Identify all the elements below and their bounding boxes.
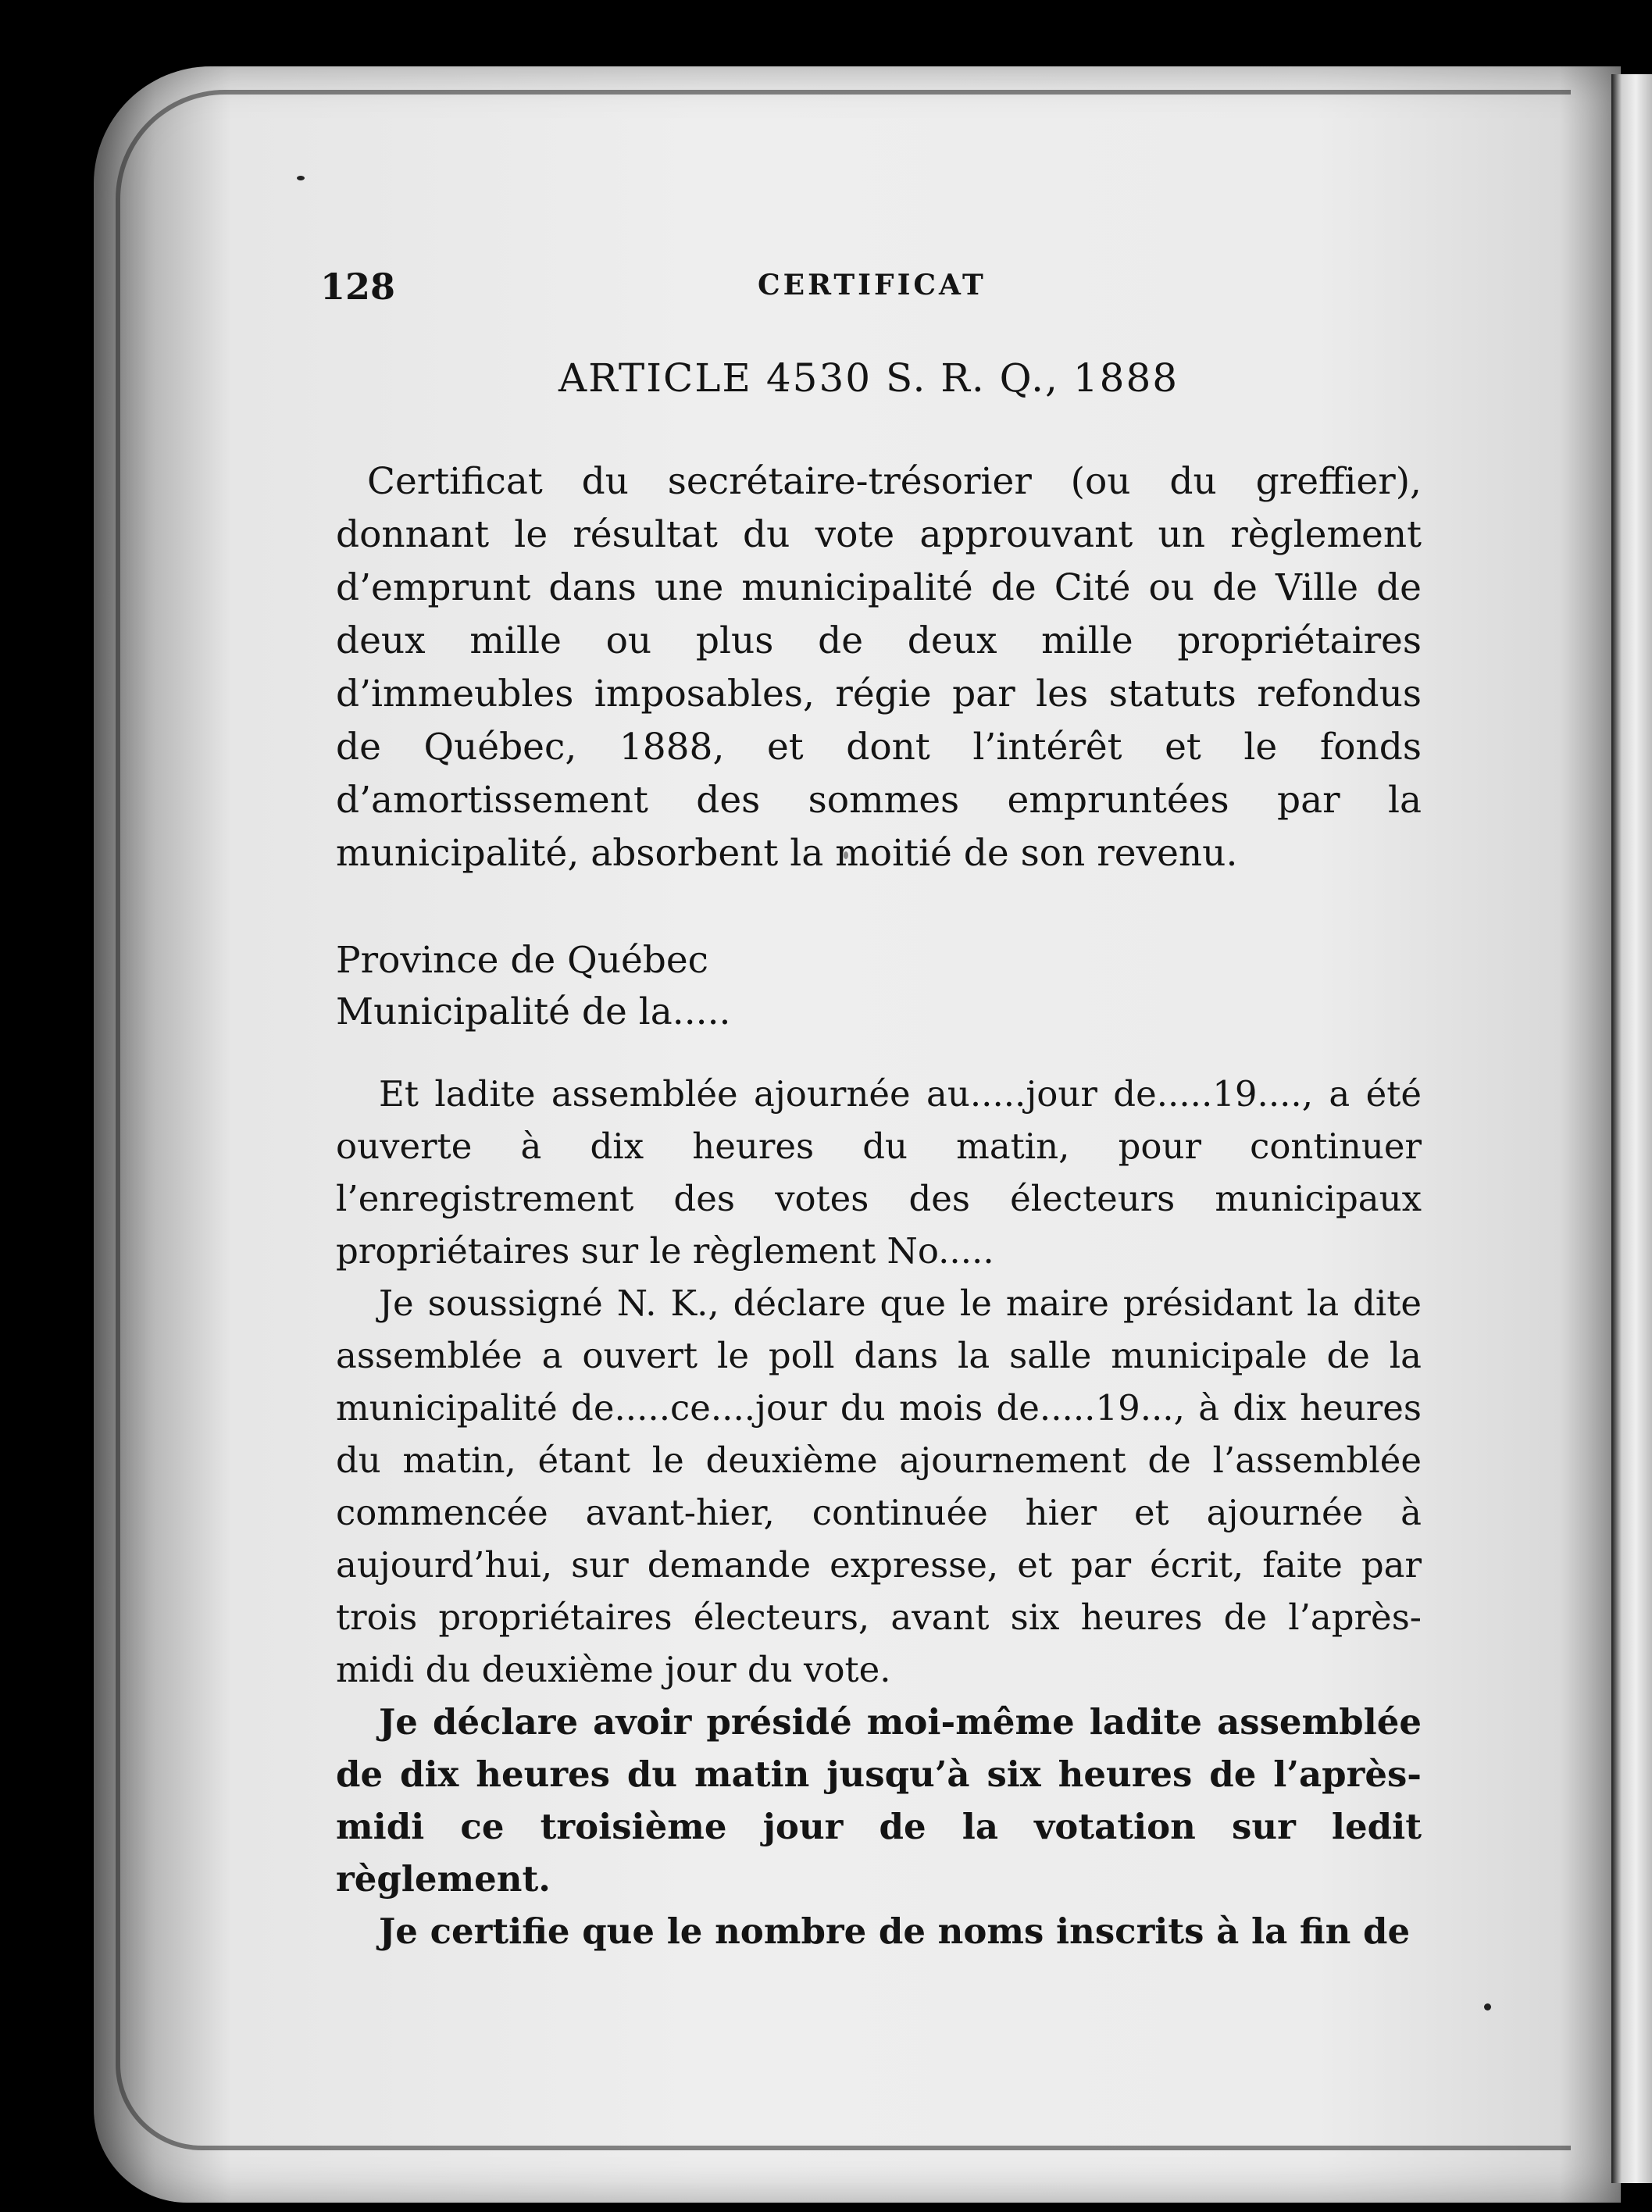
address-block [336,935,1422,1038]
ink-speck [297,176,305,180]
body-paragraph: Et ladite assemblée ajournée au.....jour de.....19...., a été ouverte à dix heures du matin, pour continuer l’enregistrement des votes des électeurs municipaux propriétaires sur le règlement No..... [336,1073,1422,1272]
body-paragraph: Je certifie que le nombre de noms inscrits à la fin de [379,1911,1411,1952]
page-text [320,258,1422,1957]
page-header [320,258,1422,312]
body-paragraph: Je déclare avoir présidé moi-même ladite assemblée de dix heures du matin jusqu’à six heures de l’après-midi ce troisième jour de la votation sur ledit règlement. [336,1701,1422,1900]
ink-speck [1484,2003,1491,2010]
adjacent-page-edge [1611,74,1652,2183]
body-paragraph: Je soussigné N. K., déclare que le maire présidant la dite assemblée a ouvert le poll dans la salle municipale de la municipalité de.....ce....jour du mois de.....19..., à dix heures du matin, étant le deuxième ajournement de l’assemblée commencée avant-hier, continuée hier et ajournée à aujourd’hui, sur demande expresse, et par écrit, faite par trois propriétaires électeurs, avant six heures de l’après-midi du deuxième jour du vote. [336,1283,1422,1690]
intro-paragraph: Certificat du secrétaire-trésorier (ou du greffier), donnant le résultat du vote approuvant un règlement d’emprunt dans une municipalité de Cité ou de Ville de deux mille ou plus de deux mille propriétaires d’immeubles imposables, régie par les statuts refondus de Québec, 1888, et dont l’intérêt et le fonds d’amortissement des sommes empruntées par la municipalité, absorbent la moitié de son revenu. [336,460,1422,875]
running-head: CERTIFICAT [758,269,987,301]
municipality-line: Municipalité de la..... [336,990,731,1033]
province-line: Province de Québec [336,939,708,982]
article-title: ARTICLE 4530 S. R. Q., 1888 [558,355,1179,401]
page-number: 128 [320,266,396,308]
